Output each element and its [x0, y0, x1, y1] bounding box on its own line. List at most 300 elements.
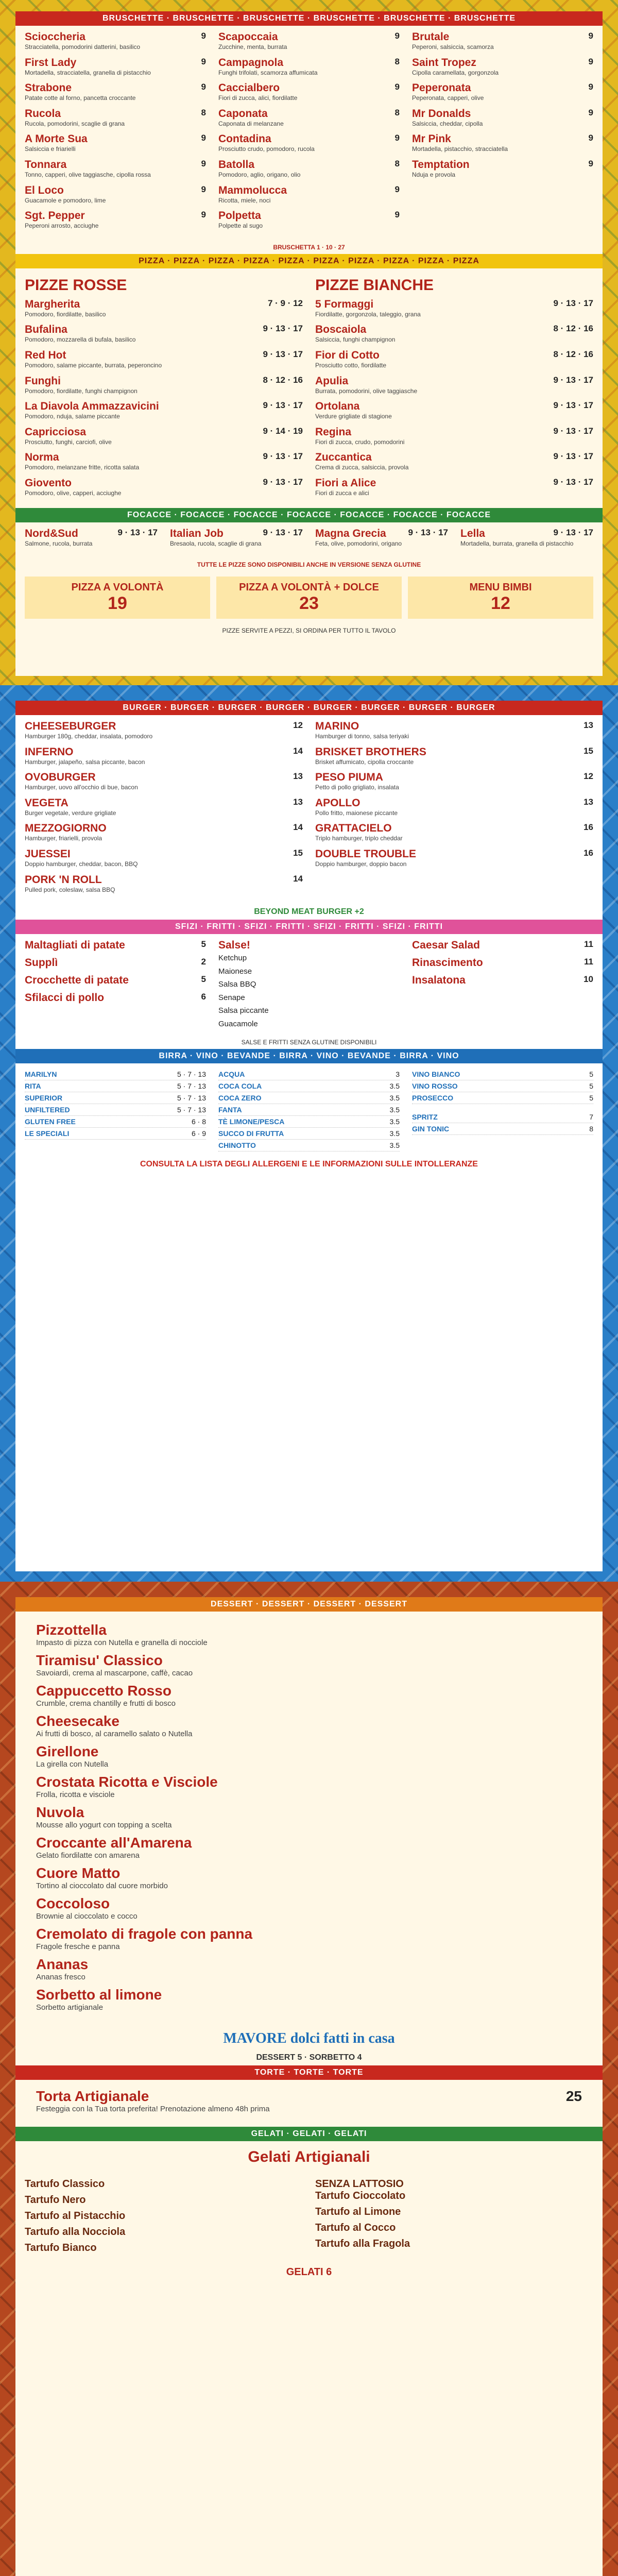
item-title: Rinascimento	[412, 957, 483, 969]
item-price: 9 · 13 · 17	[408, 527, 448, 537]
menu-item	[25, 159, 206, 179]
item-name	[218, 82, 400, 94]
item-desc: Prosciutto crudo, pomodoro, rucola	[218, 145, 315, 153]
item-title: Polpetta	[218, 210, 261, 222]
menu-item	[25, 477, 303, 498]
menu-box-right	[408, 577, 593, 619]
burger-col-right	[315, 720, 593, 899]
band-pizza: PIZZA · PIZZA · PIZZA · PIZZA · PIZZA · PIZZA · PIZZA · PIZZA · PIZZA · PIZZA	[15, 254, 603, 268]
menu-item	[25, 57, 206, 77]
item-name	[412, 108, 593, 120]
row-name: GIN TONIC	[412, 1125, 450, 1133]
item-desc: Polpette al sugo	[218, 222, 263, 230]
item-title: DOUBLE TROUBLE	[315, 848, 416, 860]
menu-mid-price: 23	[299, 594, 319, 614]
item-price: 9	[394, 31, 400, 41]
menu-item	[412, 957, 593, 969]
item-title: Contadina	[218, 133, 271, 145]
item-title: Scioccheria	[25, 31, 85, 43]
menu-item	[218, 184, 400, 205]
row-name: PROSECCO	[412, 1094, 454, 1103]
item-title: Batolla	[218, 158, 255, 171]
item-desc: Hamburger, jalapeño, salsa piccante, bacon	[25, 758, 145, 766]
item-price: 9 · 13 · 17	[553, 400, 593, 411]
row-price: 5	[589, 1094, 593, 1103]
item-title: Regina	[315, 426, 352, 438]
item-name	[25, 746, 303, 758]
item-name	[315, 848, 593, 860]
menu-item	[412, 57, 593, 77]
item-name	[218, 184, 400, 197]
dessert-desc: Gelato fiordilatte con amarena	[36, 1851, 140, 1860]
item-desc: Prosciutto, funghi, carciofi, olive	[25, 438, 112, 446]
salsa-item: Maionese	[218, 967, 252, 976]
menu-item	[412, 108, 593, 128]
row-name: VINO ROSSO	[412, 1082, 458, 1091]
pizze-rosse-title: PIZZE ROSSE	[25, 276, 127, 294]
menu-item	[25, 349, 303, 370]
item-desc: Caponata di melanzane	[218, 120, 284, 127]
item-title: Sfilacci di pollo	[25, 992, 105, 1004]
item-price: 5	[201, 974, 206, 985]
item-name	[25, 375, 303, 387]
item-title: 5 Formaggi	[315, 298, 374, 310]
menu-item	[25, 426, 303, 447]
item-title: Temptation	[412, 158, 470, 171]
item-title: OVOBURGER	[25, 771, 96, 784]
row-price: 5 · 7 · 13	[177, 1094, 206, 1103]
item-price: 9 · 13 · 17	[553, 375, 593, 385]
dessert-name: Crostata Ricotta e Visciole	[36, 1774, 218, 1790]
item-name	[218, 210, 400, 222]
item-price: 9 · 13 · 17	[263, 527, 303, 537]
item-desc: Pulled pork, coleslaw, salsa BBQ	[25, 886, 115, 893]
item-name	[315, 375, 593, 387]
item-desc: Triplo hamburger, triplo cheddar	[315, 835, 403, 842]
item-price: 9 · 13 · 17	[553, 426, 593, 436]
menu-item	[315, 746, 593, 767]
menu-item	[315, 451, 593, 472]
salsa-item: Guacamole	[218, 1019, 258, 1028]
item-title: Red Hot	[25, 349, 66, 361]
menu-item	[412, 159, 593, 179]
menu-item	[218, 31, 400, 52]
item-name	[218, 133, 400, 145]
menu-item	[25, 528, 158, 548]
menu-item	[170, 528, 303, 548]
item-name	[25, 159, 206, 171]
item-name	[25, 108, 206, 120]
item-title: Apulia	[315, 375, 349, 387]
item-desc: Salmone, rucola, burrata	[25, 539, 93, 547]
focacce-cols	[15, 522, 603, 558]
gelati-col-right	[315, 2178, 593, 2258]
menu-box-mid	[216, 577, 402, 619]
menu-item	[412, 133, 593, 154]
item-name	[25, 992, 206, 1004]
item-name	[25, 720, 303, 733]
item-desc: Funghi trifolati, scamorza affumicata	[218, 69, 318, 76]
item-title: Rucola	[25, 107, 61, 120]
item-price: 9	[394, 82, 400, 92]
dessert-name: Cheesecake	[36, 1713, 119, 1729]
row-price: 5 · 7 · 13	[177, 1082, 206, 1091]
menu-item	[25, 133, 206, 154]
sfizi-note: SALSE E FRITTI SENZA GLUTINE DISPONIBILI	[241, 1039, 377, 1046]
item-title: Magna Grecia	[315, 527, 386, 539]
item-price: 9 · 13 · 17	[263, 349, 303, 359]
dessert-desc: Tortino al cioccolato dal cuore morbido	[36, 1882, 168, 1890]
price-row	[218, 1116, 400, 1128]
item-title: Bufalina	[25, 324, 67, 336]
dessert-name: Pizzottella	[36, 1622, 107, 1638]
menu-left-price: 19	[108, 594, 127, 614]
gelato-name: Tartufo Classico	[25, 2178, 105, 2190]
item-desc: Petto di pollo grigliato, insalata	[315, 784, 399, 791]
menu-item	[315, 797, 593, 818]
row-name: CHINOTTO	[218, 1141, 256, 1150]
item-name	[315, 400, 593, 413]
item-title: VEGETA	[25, 796, 68, 809]
price-row	[412, 1080, 593, 1092]
item-name	[315, 720, 593, 733]
item-title: JUESSEI	[25, 848, 71, 860]
row-price: 3.5	[389, 1129, 400, 1138]
menu-item	[25, 400, 303, 421]
item-price: 5	[201, 939, 206, 950]
band-burger: BURGER · BURGER · BURGER · BURGER · BURGER · BURGER · BURGER · BURGER	[15, 701, 603, 715]
sfizi-col-left	[25, 939, 206, 1030]
item-price: 9	[588, 133, 593, 143]
menu-item	[218, 210, 400, 230]
row-name: LE SPECIALI	[25, 1129, 70, 1138]
item-name	[315, 349, 593, 362]
menu-item	[315, 848, 593, 869]
item-desc: Guacamole e pomodoro, lime	[25, 196, 106, 204]
item-name	[412, 133, 593, 145]
item-desc: Pollo fritto, maionese piccante	[315, 809, 398, 817]
dessert-name: Girellone	[36, 1743, 99, 1759]
row-price: 3.5	[389, 1082, 400, 1091]
focaccia-col	[315, 528, 448, 553]
dessert-panel	[15, 1597, 603, 2576]
dessert-prices: DESSERT 5 · SORBETTO 4	[256, 2053, 362, 2062]
pizze-bianche	[315, 274, 593, 503]
item-desc: Peperoni arrosto, acciughe	[25, 222, 99, 230]
item-title: PORK 'N ROLL	[25, 873, 102, 886]
item-price: 8	[394, 158, 400, 168]
pizze-bianche-list	[315, 298, 593, 498]
menu-item	[315, 528, 448, 548]
item-title: Norma	[25, 451, 59, 464]
menu-item	[315, 324, 593, 344]
sfizi-col-right	[412, 939, 593, 1030]
item-title: Brutale	[412, 31, 450, 43]
band-bruschette: BRUSCHETTE · BRUSCHETTE · BRUSCHETTE · BRUSCHETTE · BRUSCHETTE · BRUSCHETTE	[15, 11, 603, 26]
item-title: Capricciosa	[25, 426, 87, 438]
price-row	[412, 1092, 593, 1104]
item-desc: Stracciatella, pomodorini datterini, basilico	[25, 43, 141, 50]
beyond-meat-note: BEYOND MEAT BURGER +2	[254, 907, 364, 917]
item-name	[315, 451, 593, 464]
item-name	[25, 31, 206, 43]
menu-item	[412, 974, 593, 987]
item-name	[25, 210, 206, 222]
price-row	[218, 1069, 400, 1080]
dessert-desc: Fragole fresche e panna	[36, 1942, 120, 1951]
item-title: La Diavola Ammazzavicini	[25, 400, 159, 413]
row-price: 5	[589, 1070, 593, 1079]
price-row	[25, 1080, 206, 1092]
gelati-col-left	[25, 2178, 303, 2258]
menu-left-title: PIZZA A VOLONTÀ	[71, 582, 164, 594]
price-row	[218, 1080, 400, 1092]
item-name	[25, 82, 206, 94]
beers-col	[25, 1069, 206, 1151]
item-title: Supplì	[25, 957, 58, 969]
row-price: 7	[589, 1113, 593, 1122]
item-price: 9	[201, 31, 206, 41]
item-price: 12	[293, 720, 303, 730]
item-name	[25, 957, 206, 969]
gelato-name: Tartufo Cioccolato	[315, 2190, 406, 2201]
item-title: BRISKET BROTHERS	[315, 745, 426, 758]
row-price: 8	[589, 1125, 593, 1133]
row-name: SUCCO DI FRUTTA	[218, 1129, 284, 1138]
item-title: Giovento	[25, 477, 72, 489]
item-price: 14	[293, 822, 303, 833]
item-price: 9 · 13 · 17	[263, 451, 303, 462]
menu-item	[25, 874, 303, 894]
gelato-name: Tartufo al Cocco	[315, 2222, 396, 2233]
gelato-name: Tartufo Bianco	[25, 2242, 97, 2253]
item-title: Ortolana	[315, 400, 360, 413]
burger-cols	[15, 715, 603, 904]
bruschette-col-mid	[218, 31, 400, 235]
item-name	[25, 349, 303, 362]
bruschette-col-left	[25, 31, 206, 235]
item-title: PESO PIUMA	[315, 771, 383, 784]
item-name	[412, 57, 593, 69]
item-title: Italian Job	[170, 527, 224, 539]
item-price: 16	[583, 848, 593, 858]
menu-item	[460, 528, 593, 548]
item-title: Zuccantica	[315, 451, 372, 464]
item-price: 9	[394, 184, 400, 194]
item-price: 9	[394, 210, 400, 220]
item-price: 9 · 14 · 19	[263, 426, 303, 436]
item-price: 9 · 13 · 17	[263, 477, 303, 487]
menu-item	[315, 375, 593, 396]
item-name	[25, 797, 303, 809]
price-row	[25, 1069, 206, 1080]
item-price: 9 · 13 · 17	[553, 527, 593, 537]
item-name	[218, 159, 400, 171]
item-price: 9	[588, 107, 593, 117]
item-name	[315, 298, 593, 311]
item-price: 9 · 13 · 17	[553, 451, 593, 462]
row-price: 6 · 9	[191, 1129, 206, 1138]
item-name	[412, 159, 593, 171]
item-desc: Rucola, pomodorini, scaglie di grana	[25, 120, 125, 127]
menu-item	[25, 939, 206, 952]
menu-item	[412, 31, 593, 52]
price-row	[412, 1069, 593, 1080]
item-title: Campagnola	[218, 56, 284, 69]
item-price: 8	[201, 107, 206, 117]
dessert-name: Cremolato di fragole con panna	[36, 1926, 253, 1942]
item-price: 9	[394, 133, 400, 143]
food-panel	[15, 11, 603, 676]
item-desc: Hamburger 180g, cheddar, insalata, pomodoro	[25, 733, 153, 740]
row-name: RITA	[25, 1082, 41, 1091]
item-desc: Prosciutto cotto, fiordilatte	[315, 361, 387, 369]
item-name	[315, 477, 593, 489]
row-name: FANTA	[218, 1106, 242, 1114]
item-name	[25, 477, 303, 489]
row-name: UNFILTERED	[25, 1106, 70, 1114]
item-title: Funghi	[25, 375, 61, 387]
menu-item	[25, 974, 206, 987]
allergen-note: CONSULTA LA LISTA DEGLI ALLERGENI E LE INFORMAZIONI SULLE INTOLLERANZE	[140, 1160, 478, 1169]
row-name: VINO BIANCO	[412, 1070, 460, 1079]
salsa-item: Salsa piccante	[218, 1006, 269, 1015]
salsa-item: Ketchup	[218, 954, 247, 963]
item-name	[412, 31, 593, 43]
menu-item	[315, 720, 593, 741]
row-price: 5 · 7 · 13	[177, 1070, 206, 1079]
band-focacce: FOCACCE · FOCACCE · FOCACCE · FOCACCE · FOCACCE · FOCACCE · FOCACCE	[15, 508, 603, 522]
menu-item	[25, 720, 303, 741]
menu-item	[315, 426, 593, 447]
item-desc: Pomodoro, nduja, salame piccante	[25, 413, 120, 420]
item-name	[25, 874, 303, 886]
item-price: 9	[201, 133, 206, 143]
item-title: Maltagliati di patate	[25, 939, 125, 952]
dessert-desc: Savoiardi, crema al mascarpone, caffè, cacao	[36, 1669, 193, 1677]
band-dessert: DESSERT · DESSERT · DESSERT · DESSERT	[15, 1597, 603, 1612]
item-desc: Ricotta, miele, noci	[218, 196, 271, 204]
salse-title: Salse!	[218, 939, 250, 952]
dessert-desc: Ananas fresco	[36, 1973, 85, 1981]
menu-item	[25, 992, 206, 1004]
item-price: 13	[583, 720, 593, 730]
item-title: Boscaiola	[315, 324, 367, 336]
dessert-name: Ananas	[36, 1956, 89, 1972]
item-name	[25, 426, 303, 438]
row-price: 5 · 7 · 13	[177, 1106, 206, 1114]
item-title: Mr Pink	[412, 133, 451, 145]
dessert-desc: La girella con Nutella	[36, 1760, 109, 1769]
price-row	[25, 1128, 206, 1140]
row-price: 3.5	[389, 1106, 400, 1114]
gelato-name: Tartufo al Pistacchio	[25, 2210, 126, 2222]
row-name: SPRITZ	[412, 1113, 438, 1122]
item-name	[25, 771, 303, 784]
torte-box	[15, 2080, 603, 2127]
torte-title: Torta Artigianale 25	[36, 2088, 582, 2104]
menu-item	[25, 184, 206, 205]
item-title: First Lady	[25, 56, 77, 69]
dessert-list	[15, 1612, 603, 2027]
item-name	[315, 746, 593, 758]
item-title: MEZZOGIORNO	[25, 822, 107, 835]
dessert-name: Nuvola	[36, 1804, 84, 1820]
torte-desc: Festeggia con la Tua torta preferita! Prenotazione almeno 48h prima	[36, 2105, 270, 2113]
menu-item	[25, 108, 206, 128]
item-desc: Nduja e provola	[412, 171, 456, 178]
bruschette-col-right	[412, 31, 593, 235]
item-price: 9 · 13 · 17	[263, 324, 303, 334]
item-price: 11	[584, 939, 593, 950]
item-price: 12	[583, 771, 593, 782]
item-title: CHEESEBURGER	[25, 720, 116, 732]
item-title: Margherita	[25, 298, 80, 310]
item-title: Sgt. Pepper	[25, 210, 85, 222]
salsa-item: Senape	[218, 993, 245, 1002]
item-title: Caesar Salad	[412, 939, 480, 952]
gelati-price: GELATI 6	[286, 2266, 332, 2278]
dessert-desc: Crumble, crema chantilly e frutti di bosco	[36, 1699, 176, 1708]
row-price: 3.5	[389, 1141, 400, 1150]
item-name	[315, 822, 593, 835]
item-desc: Cipolla caramellata, gorgonzola	[412, 69, 499, 76]
menu-item	[315, 298, 593, 319]
menu-item	[25, 324, 303, 344]
item-price: 9 · 13 · 17	[553, 477, 593, 487]
item-price: 10	[583, 974, 593, 985]
menu-item	[25, 82, 206, 103]
menu-item	[25, 848, 303, 869]
item-title: INFERNO	[25, 745, 74, 758]
item-name	[315, 771, 593, 784]
row-price: 3.5	[389, 1117, 400, 1126]
dessert-desc: Ai frutti di bosco, al caramello salato o Nutella	[36, 1730, 193, 1738]
item-price: 9 · 13 · 17	[117, 527, 158, 537]
item-name	[460, 528, 593, 540]
item-price: 9	[201, 158, 206, 168]
item-name	[25, 184, 206, 197]
item-title: APOLLO	[315, 796, 360, 809]
pizze-rosse-list	[25, 298, 303, 498]
price-row	[218, 1140, 400, 1151]
menu-mid-title: PIZZA A VOLONTÀ + DOLCE	[239, 582, 379, 594]
item-title: Fiori a Alice	[315, 477, 376, 489]
row-name: MARILYN	[25, 1070, 57, 1079]
item-name	[25, 57, 206, 69]
menu-note: PIZZE SERVITE A PEZZI, SI ORDINA PER TUTTO IL TAVOLO	[222, 627, 396, 635]
pizze-rosse	[25, 274, 303, 503]
item-title: Saint Tropez	[412, 56, 476, 69]
item-price: 8 · 12 · 16	[553, 349, 593, 359]
item-price: 9	[588, 31, 593, 41]
gelato-name: Tartufo alla Nocciola	[25, 2226, 126, 2238]
band-gelati: GELATI · GELATI · GELATI	[15, 2127, 603, 2141]
menu-item	[25, 210, 206, 230]
dessert-name: Sorbetto al limone	[36, 1987, 162, 2003]
wine-list	[412, 1069, 593, 1104]
item-desc: Hamburger, uovo all'occhio di bue, bacon	[25, 784, 138, 791]
item-desc: Peperonata, capperi, olive	[412, 94, 484, 102]
item-title: Tonnara	[25, 158, 67, 171]
item-name	[315, 426, 593, 438]
item-price: 8 · 12 · 16	[553, 324, 593, 334]
item-price: 7 · 9 · 12	[267, 298, 303, 308]
item-name	[315, 528, 448, 540]
item-desc: Mortadella, pistacchio, stracciatella	[412, 145, 508, 153]
price-row	[218, 1104, 400, 1116]
item-title: Mammolucca	[218, 184, 287, 196]
